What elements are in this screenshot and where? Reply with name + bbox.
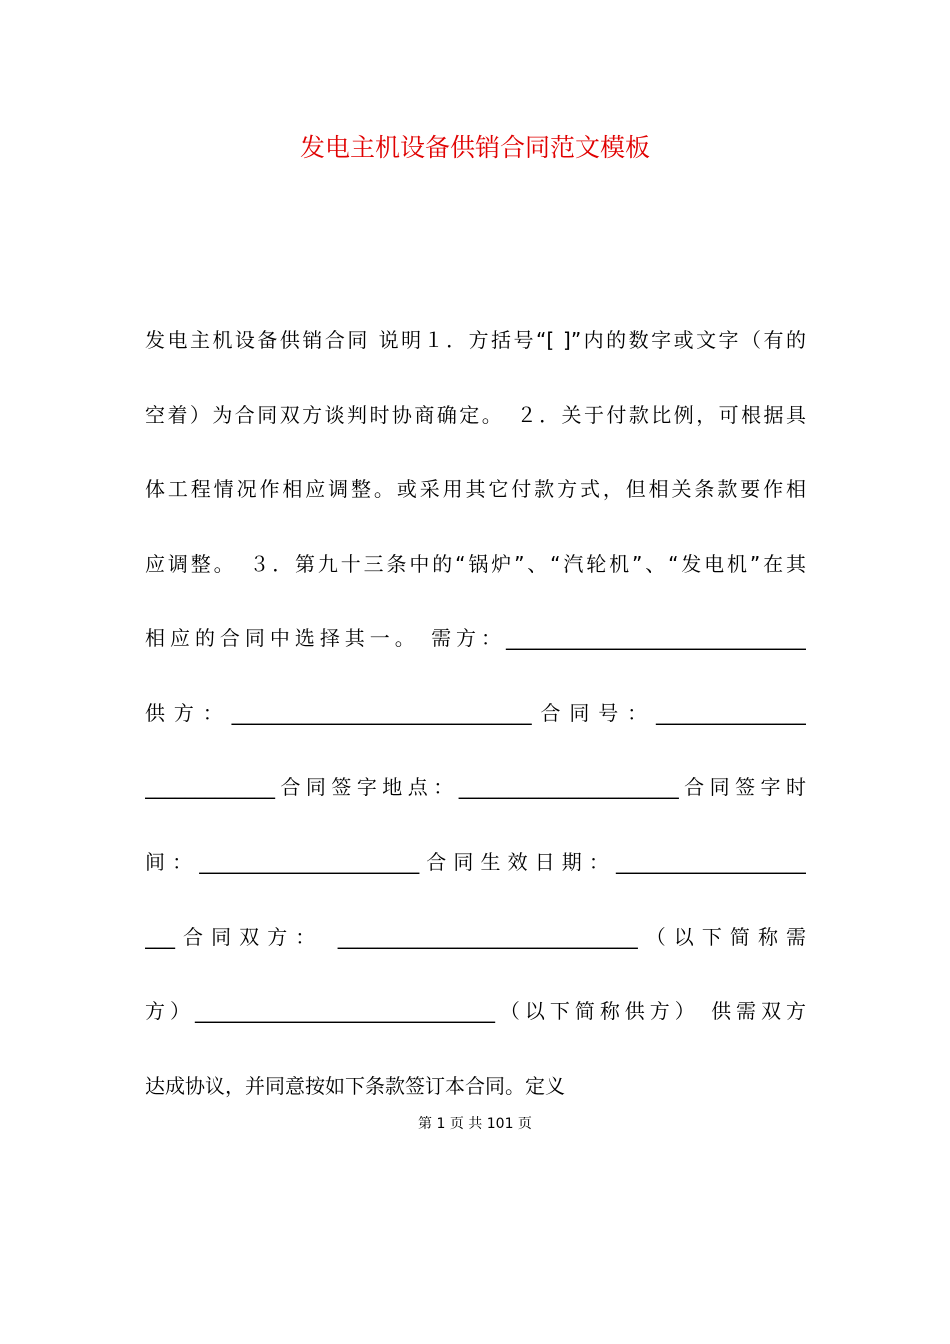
page-footer: 第 1 页 共 101 页 <box>418 1116 532 1132</box>
body-line-1: 发电主机设备供销合同 说明１．方括号“[ ]”内的数字或文字（有的 <box>145 328 806 352</box>
body-line-5: 相应的合同中选择其一。 需方：______________________________ <box>145 626 806 650</box>
body-line-2: 空着）为合同双方谈判时协商确定。 ２．关于付款比例，可根据具 <box>145 403 806 427</box>
body-line-6: 供方：______________________________合同号：_______________ <box>145 701 806 725</box>
document-title: 发电主机设备供销合同范文模板 <box>299 133 650 162</box>
body-line-11: 达成协议，并同意按如下条款签订本合同。定义 <box>145 1074 565 1098</box>
body-line-10: 方）______________________________（以下简称供方） 供需双方 <box>145 999 806 1023</box>
body-line-8: 间：______________________合同生效日期：___________________ <box>145 850 806 874</box>
body-line-9: ___合同双方： ______________________________（以下简称需 <box>145 925 806 949</box>
body-line-3: 体工程情况作相应调整。或采用其它付款方式，但相关条款要作相 <box>145 477 806 501</box>
body-line-7: _____________合同签字地点：______________________合同签字时 <box>145 775 806 799</box>
body-line-4: 应调整。 ３．第九十三条中的“锅炉”、“汽轮机”、“发电机”在其 <box>145 552 806 576</box>
